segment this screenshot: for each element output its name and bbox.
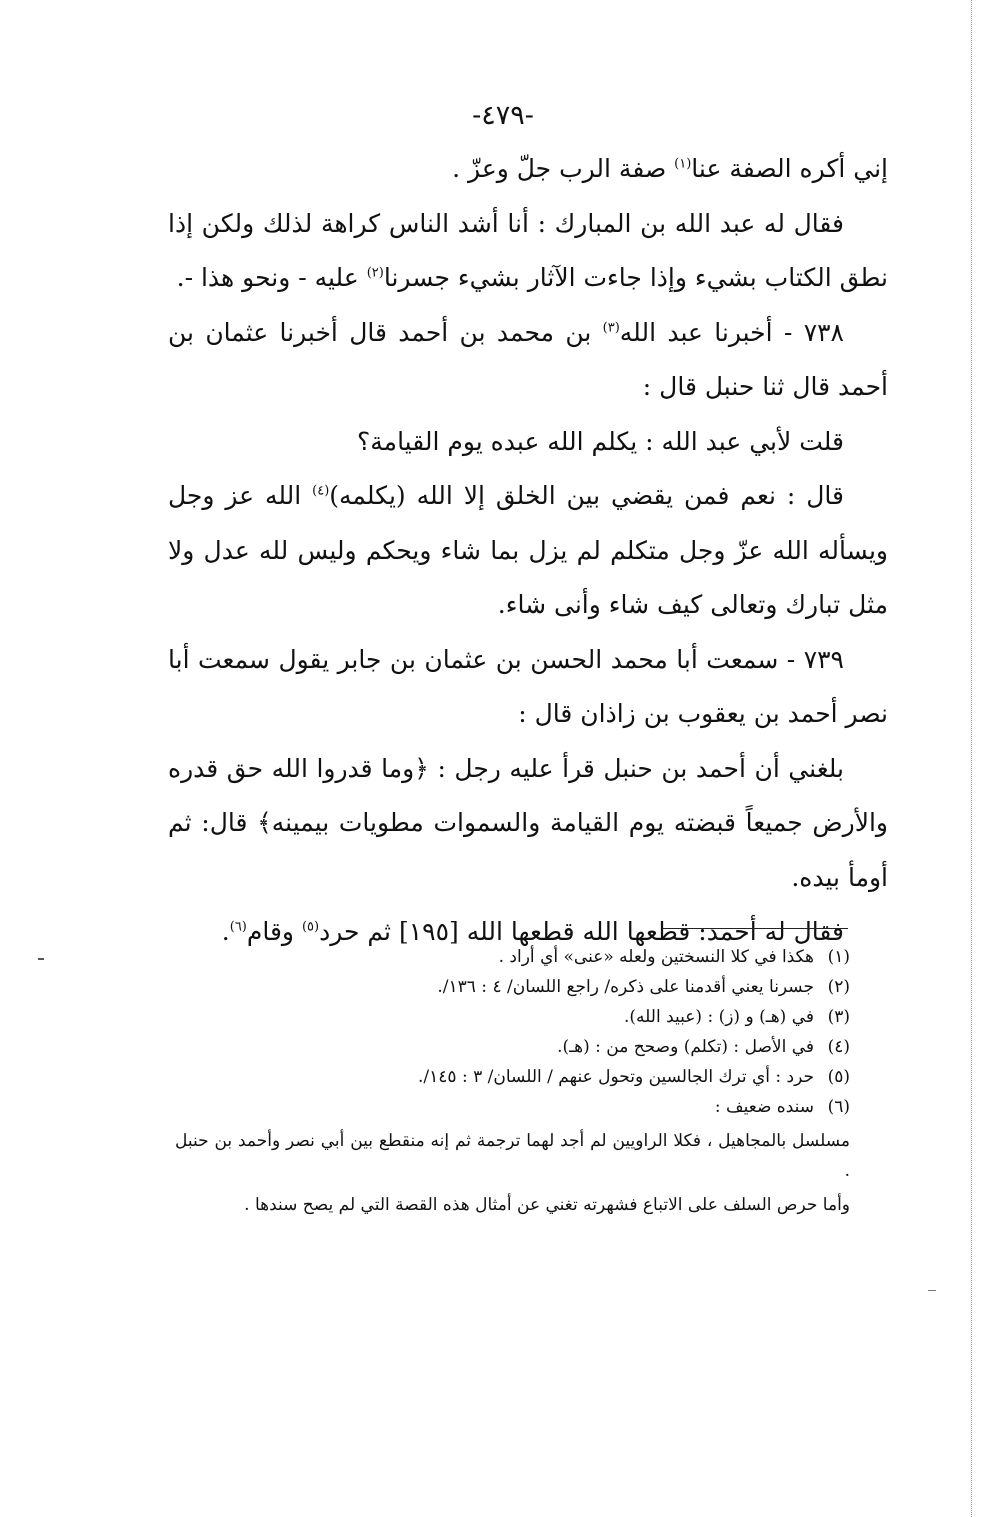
footnote-separator bbox=[662, 928, 848, 929]
main-text-body bbox=[168, 142, 888, 960]
paragraph-2 bbox=[168, 197, 888, 306]
paragraph-text: إني أكره الصفة عنا bbox=[691, 154, 888, 183]
footnote-6 bbox=[175, 1092, 850, 1122]
paragraph-text: صفة الرب جلّ وعزّ . bbox=[452, 154, 675, 183]
paragraph-738 bbox=[168, 306, 888, 415]
footnote-6-continuation-2: وأما حرص السلف على الاتباع فشهرته تغني عن أمثال هذه القصة التي لم يصح سندها . bbox=[244, 1195, 850, 1215]
footnote-number: (٦) bbox=[827, 1097, 850, 1117]
footnote-5 bbox=[175, 1062, 850, 1092]
footnote-number: (٤) bbox=[827, 1037, 850, 1057]
paragraph-text: ٧٣٨ - أخبرنا عبد الله bbox=[619, 317, 844, 347]
paragraph-text: . bbox=[221, 917, 230, 946]
footnote-4 bbox=[175, 1032, 850, 1062]
paragraph-text: بن محمد بن أحمد قال أخبرنا عثمان بن أحمد قال ثنا حنبل قال : bbox=[168, 317, 888, 401]
scan-speck bbox=[38, 958, 44, 960]
footnote-3 bbox=[175, 1002, 850, 1032]
footnote-text: سنده ضعيف : bbox=[714, 1097, 814, 1117]
footnote-number: (٥) bbox=[827, 1067, 850, 1087]
footnote-ref: (٥) bbox=[301, 919, 320, 935]
footnote-number: (٣) bbox=[827, 1007, 850, 1027]
footnote-number: (١) bbox=[827, 947, 850, 967]
page-number: -٤٧٩- bbox=[472, 100, 534, 131]
footnote-text: في (هـ) و (ز) : (عبيد الله). bbox=[624, 1007, 814, 1027]
footnote-1 bbox=[175, 942, 850, 972]
paragraph-text: عليه - ونحو هذا -. bbox=[176, 263, 367, 292]
footnote-ref: (٣) bbox=[602, 320, 620, 336]
footnote-ref: (٤) bbox=[312, 483, 330, 499]
paragraph-739: ٧٣٩ - سمعت أبا محمد الحسن بن عثمان بن جابر يقول سمعت أبا نصر أحمد بن يعقوب بن زاذان قال : bbox=[168, 644, 888, 728]
footnote-ref: (٦) bbox=[229, 919, 247, 935]
paragraph-question: قلت لأبي عبد الله : يكلم الله عبده يوم القيامة؟ bbox=[357, 426, 844, 456]
page-edge-dotted-line bbox=[971, 0, 972, 1517]
paragraph-text: فقال له أحمد: قطعها الله قطعها الله [١٩٥] ثم حرد bbox=[319, 917, 844, 946]
footnote-text: جسرنا يعني أقدمنا على ذكره/ راجع اللسان/ ٤ : ١٣٦/. bbox=[437, 977, 814, 997]
footnote-2 bbox=[175, 972, 850, 1002]
paragraph-quran: بلغني أن أحمد بن حنبل قرأ عليه رجل : ﴿وما قدروا الله حق قدره والأرض جميعاً قبضته يوم القيامة والسموات مطويات بيمينه﴾ قال: ثم أومأ بيده. bbox=[168, 753, 888, 892]
scan-speck bbox=[928, 1290, 936, 1291]
paragraph-text: وقام bbox=[246, 917, 302, 946]
paragraph-text: قال : نعم فمن يقضي بين الخلق إلا الله (يكلمه) bbox=[329, 481, 844, 510]
footnote-ref: (١) bbox=[674, 156, 692, 172]
paragraph-1 bbox=[168, 142, 888, 197]
paragraph-answer bbox=[168, 469, 888, 633]
footnote-text: حرد : أي ترك الجالسين وتحول عنهم / اللسان/ ٣ : ١٤٥/. bbox=[418, 1067, 814, 1087]
paragraph-text: الله عز وجل ويسأله الله عزّ وجل متكلم لم يزل بما شاء ويحكم وليس لله عدل ولا مثل تبارك وتعالى كيف شاء وأنى شاء. bbox=[168, 481, 888, 619]
footnote-ref: (٢) bbox=[366, 265, 384, 281]
footnote-text: في الأصل : (تكلم) وصحح من : (هـ). bbox=[557, 1037, 814, 1057]
paragraph-text: فقال له عبد الله بن المبارك : أنا أشد الناس كراهة لذلك ولكن إذا نطق الكتاب بشيء وإذا جاءت الآثار بشيء جسرنا bbox=[168, 208, 888, 292]
footnote-text: هكذا في كلا النسختين ولعله «عنى» أي أراد . bbox=[498, 947, 814, 967]
footnote-6-continuation-1: مسلسل بالمجاهيل ، فكلا الراويين لم أجد لهما ترجمة ثم إنه منقطع بين أبي نصر وأحمد بن حنبل . bbox=[175, 1131, 850, 1181]
footnotes bbox=[175, 942, 850, 1220]
footnote-number: (٢) bbox=[827, 977, 850, 997]
